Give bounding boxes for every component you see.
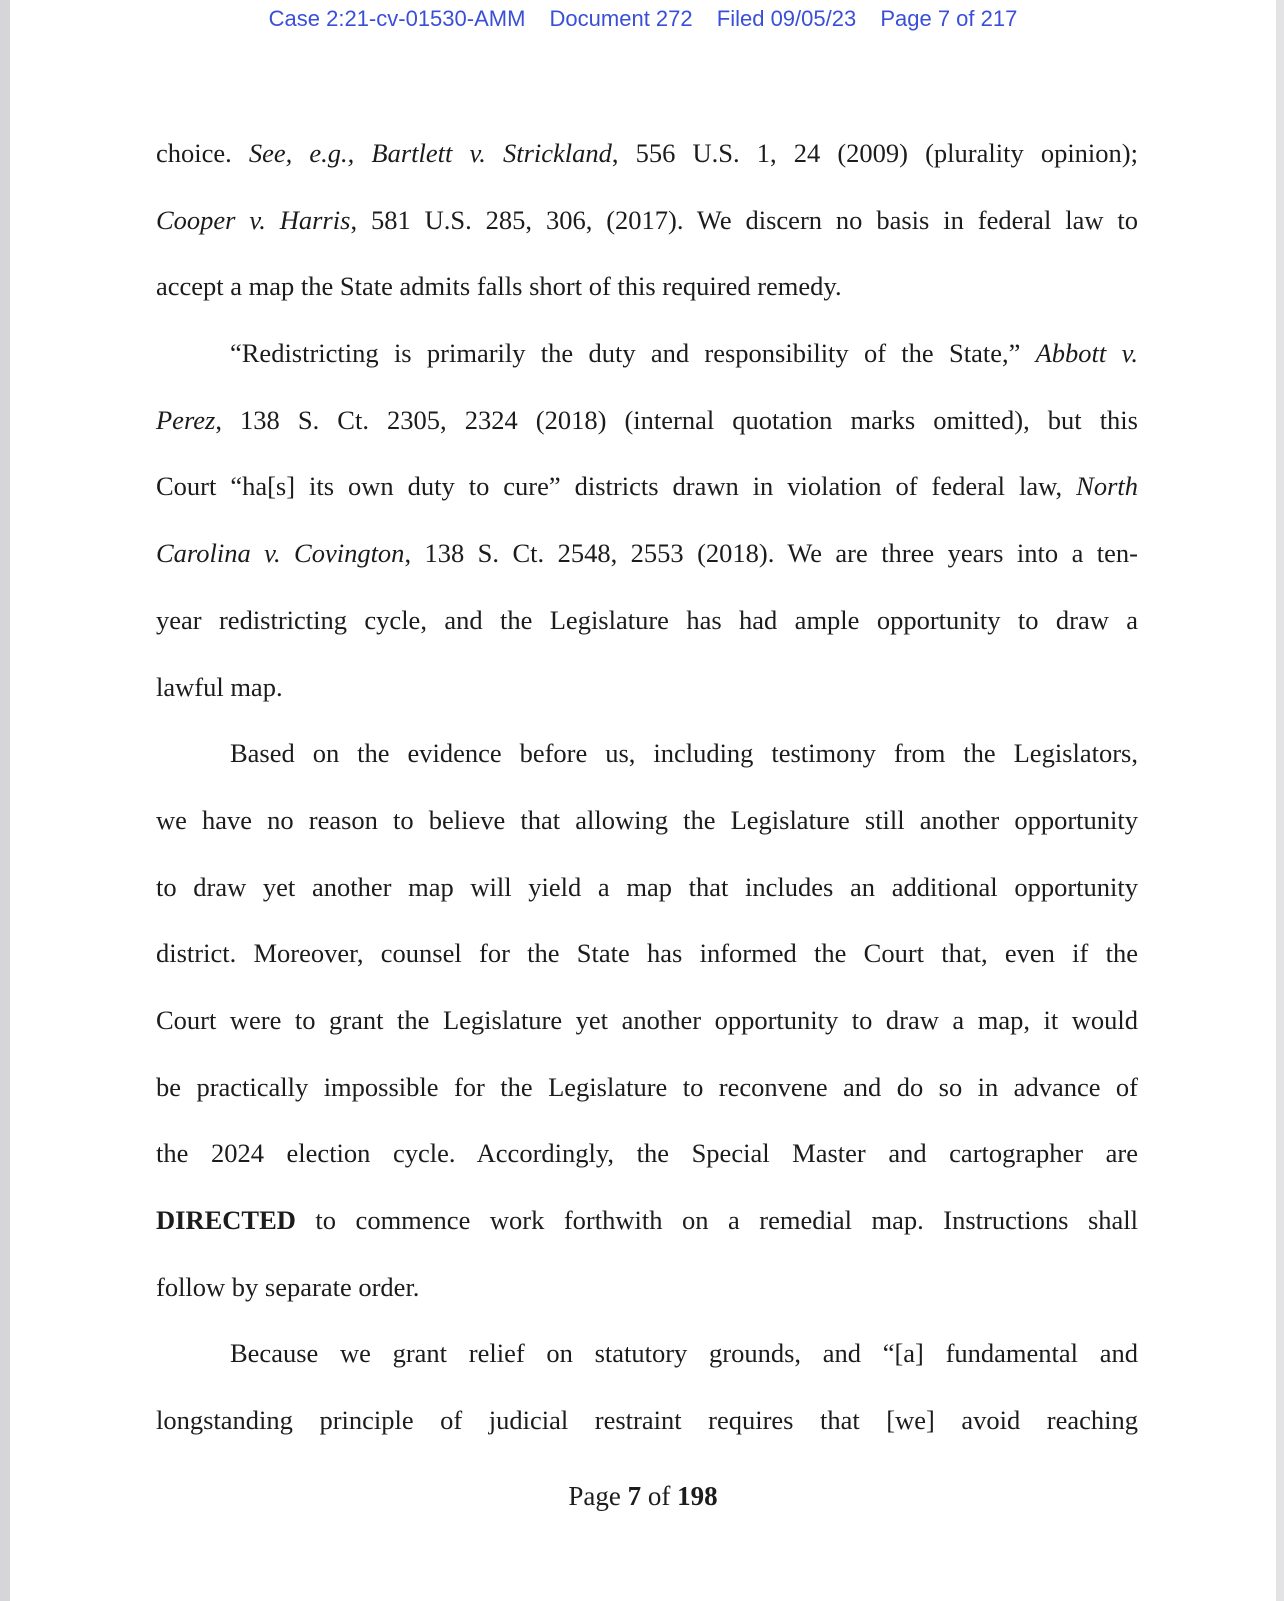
text-line: [156, 654, 1138, 721]
text-run: longstanding principle of judicial restraint requires that [we] avoid reaching: [156, 1405, 1138, 1436]
case-citation: Carolina v. Covington: [156, 538, 405, 569]
text-line: [156, 854, 1138, 921]
text-run: choice.: [156, 138, 249, 168]
text-line: [156, 587, 1138, 654]
text-line: [156, 920, 1138, 987]
text-run: , 138 S. Ct. 2305, 2324 (2018) (internal quotation marks omitted), but this: [215, 404, 1138, 435]
opinion-body-text: [156, 120, 1138, 1454]
text-run: lawful map.: [156, 671, 283, 702]
text-line: [156, 387, 1138, 454]
text-run: we have no reason to believe that allowing the Legislature still another opportunity: [156, 804, 1138, 835]
text-line: [156, 453, 1138, 520]
text-line: [156, 720, 1138, 787]
case-citation: Cooper v. Harris: [156, 204, 351, 235]
text-line: [156, 320, 1138, 387]
text-run: , 556 U.S. 1, 24 (2009) (plurality opinion);: [611, 138, 1138, 168]
text-run: the 2024 election cycle. Accordingly, the Special Master and cartographer are: [156, 1138, 1138, 1169]
text-run: Based on the evidence before us, including testimony from the Legislators,: [230, 738, 1138, 769]
text-run: to draw yet another map will yield a map that includes an additional opportunity: [156, 871, 1138, 902]
text-line: [156, 1187, 1138, 1254]
header-filed-date: Filed 09/05/23: [716, 6, 857, 31]
case-citation: Abbott v.: [1035, 338, 1138, 369]
text-line: [156, 187, 1138, 254]
text-line: [156, 520, 1138, 587]
case-citation: See, e.g., Bartlett v. Strickland: [248, 138, 612, 168]
page-footer: [10, 1481, 1276, 1512]
text-run: Court were to grant the Legislature yet another opportunity to draw a map, it would: [156, 1004, 1138, 1035]
text-line: [156, 1254, 1138, 1321]
text-run: follow by separate order.: [156, 1271, 420, 1302]
text-run: accept a map the State admits falls short of this required remedy.: [156, 271, 842, 302]
text-run: Because we grant relief on statutory grounds, and “[a] fundamental and: [230, 1338, 1138, 1369]
text-line: [156, 1387, 1138, 1454]
case-citation: Perez: [156, 404, 216, 435]
text-line: [156, 1054, 1138, 1121]
header-page-count: Page 7 of 217: [880, 6, 1018, 31]
header-document-number: Document 272: [549, 6, 693, 31]
text-run: , 581 U.S. 285, 306, (2017). We discern no basis in federal law to: [350, 204, 1139, 235]
text-run: be practically impossible for the Legislature to reconvene and do so in advance of: [156, 1071, 1138, 1102]
text-line: [156, 987, 1138, 1054]
text-run: Court “ha[s] its own duty to cure” districts drawn in violation of federal law,: [156, 471, 1077, 502]
text-run: , 138 S. Ct. 2548, 2553 (2018). We are three years into a ten-: [404, 538, 1138, 569]
footer-total-pages: 198: [677, 1481, 718, 1511]
text-run: district. Moreover, counsel for the State has informed the Court that, even if the: [156, 938, 1138, 969]
window-left-edge: [0, 0, 10, 1601]
document-page: [10, 0, 1276, 1601]
footer-current-page: 7: [627, 1481, 642, 1511]
text-run: to commence work forthwith on a remedial map. Instructions shall: [295, 1205, 1138, 1235]
filing-header: [10, 6, 1276, 32]
text-run: year redistricting cycle, and the Legislature has had ample opportunity to draw a: [156, 604, 1138, 635]
text-run: “Redistricting is primarily the duty and responsibility of the State,”: [230, 338, 1036, 369]
text-line: [156, 787, 1138, 854]
footer-prefix: Page: [568, 1481, 628, 1511]
window-right-edge: [1276, 0, 1284, 1601]
footer-of: of: [641, 1481, 678, 1511]
header-case-number: Case 2:21-cv-01530-AMM: [268, 6, 526, 31]
case-citation: North: [1076, 471, 1138, 502]
emphasized-term: DIRECTED: [156, 1205, 296, 1235]
text-line: [156, 1320, 1138, 1387]
text-line: [156, 120, 1138, 187]
text-line: [156, 253, 1138, 320]
text-line: [156, 1120, 1138, 1187]
